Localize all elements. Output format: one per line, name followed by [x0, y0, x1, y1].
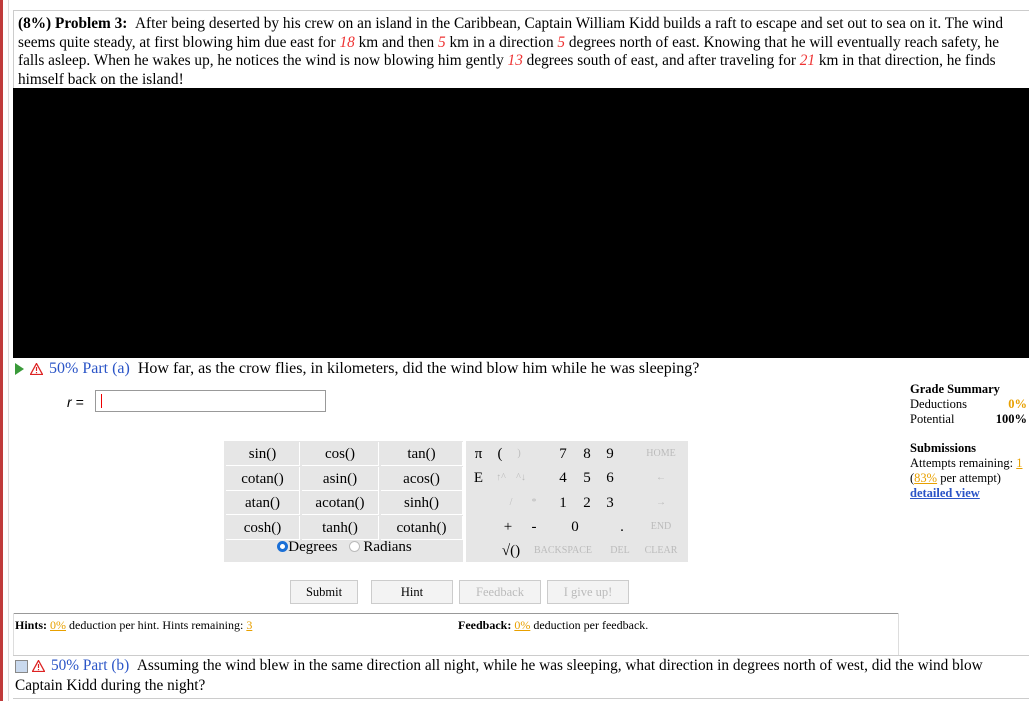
- detailed-view-link[interactable]: detailed view: [910, 486, 980, 500]
- problem-percent: (8%): [18, 15, 52, 32]
- hints-deduction: 0%: [50, 618, 67, 632]
- per-attempt-open: (: [910, 471, 915, 485]
- problem-value: 21: [799, 52, 816, 69]
- play-icon[interactable]: [15, 363, 24, 375]
- deductions-label: Deductions: [910, 397, 967, 411]
- grade-summary: [910, 382, 1027, 501]
- answer-label-text: r =: [67, 394, 84, 410]
- give-up-button[interactable]: I give up!: [547, 580, 629, 604]
- collapse-icon[interactable]: [15, 660, 28, 673]
- key-slash[interactable]: /: [509, 497, 513, 508]
- key-pi[interactable]: π: [474, 446, 483, 462]
- problem-title: Problem 3:: [54, 15, 128, 32]
- key-dot[interactable]: .: [620, 519, 624, 535]
- degrees-label: Degrees: [288, 539, 338, 555]
- part-b-bottom-border: [13, 698, 1029, 699]
- feedback-label: Feedback:: [458, 618, 512, 632]
- hint-button[interactable]: Hint: [371, 580, 453, 604]
- key-plus[interactable]: +: [503, 519, 513, 535]
- hints-box-left: [13, 613, 14, 655]
- hints-info: [15, 618, 252, 633]
- problem-text: km in a direction: [445, 33, 558, 51]
- acotan-button[interactable]: acotan(): [302, 491, 379, 515]
- per-attempt-line: [910, 471, 1027, 486]
- submit-button[interactable]: Submit: [290, 580, 358, 604]
- grade-summary-title: Grade Summary: [910, 382, 1000, 396]
- key-up[interactable]: ↑^: [496, 472, 506, 483]
- key-n5[interactable]: 5: [583, 470, 591, 486]
- tanh-button[interactable]: tanh(): [302, 516, 379, 540]
- key-right[interactable]: →: [656, 497, 666, 508]
- feedback-info: [458, 618, 648, 633]
- key-del[interactable]: DEL: [610, 545, 630, 556]
- answer-input[interactable]: [95, 390, 326, 412]
- answer-label: [67, 394, 84, 410]
- cotan-button[interactable]: cotan(): [226, 467, 300, 491]
- key-n2[interactable]: 2: [583, 495, 591, 511]
- warning-icon: [32, 660, 45, 672]
- per-attempt-text: per attempt): [937, 471, 1001, 485]
- key-backspace[interactable]: BACKSPACE: [534, 545, 592, 556]
- warning-icon: [30, 363, 43, 375]
- attempts-label: Attempts remaining:: [910, 456, 1014, 470]
- key-n9[interactable]: 9: [606, 446, 614, 462]
- tan-button[interactable]: tan(): [381, 442, 463, 466]
- potential-label: Potential: [910, 412, 955, 426]
- key-e[interactable]: E: [473, 470, 484, 486]
- cosh-button[interactable]: cosh(): [226, 516, 300, 540]
- problem-text: degrees south of east, and after traveling for: [522, 52, 800, 69]
- radians-radio[interactable]: [349, 541, 360, 552]
- key-clear[interactable]: CLEAR: [644, 545, 678, 556]
- feedback-text: deduction per feedback.: [533, 618, 649, 632]
- radians-label: Radians: [363, 539, 412, 555]
- potential-value: 100%: [995, 412, 1027, 426]
- feedback-button[interactable]: Feedback: [459, 580, 541, 604]
- part-b-question: Assuming the wind blew in the same direction all night, while he was sleeping, what direction in degrees north of west, did the wind blow Captain Kidd during the night?: [15, 657, 983, 694]
- part-a-question: How far, as the crow flies, in kilometers, did the wind blow him while he was sleeping?: [137, 360, 700, 377]
- problem-text: km and then: [354, 33, 439, 51]
- problem-figure: [13, 88, 1029, 358]
- hints-divider: [13, 613, 898, 614]
- problem-value: 13: [507, 52, 523, 69]
- part-b-header: [15, 656, 1025, 696]
- key-zero[interactable]: 0: [571, 519, 579, 535]
- problem-value: 18: [339, 33, 355, 51]
- problem-text: km in that direction, he finds himself back on the island!: [18, 52, 996, 88]
- submissions-title: Submissions: [910, 441, 977, 455]
- key-left[interactable]: ←: [656, 472, 666, 483]
- part-a-percent: 50% Part (a): [49, 360, 130, 377]
- key-minus[interactable]: -: [531, 519, 537, 535]
- left-divider: [8, 0, 9, 701]
- hints-text: deduction per hint. Hints remaining:: [69, 618, 244, 632]
- key-rp[interactable]: ): [517, 448, 521, 459]
- sinh-button[interactable]: sinh(): [381, 491, 463, 515]
- key-n8[interactable]: 8: [583, 446, 591, 462]
- key-end[interactable]: END: [650, 521, 672, 532]
- problem-statement: [13, 10, 1029, 92]
- hints-label: Hints:: [15, 618, 48, 632]
- key-n7[interactable]: 7: [559, 446, 567, 462]
- problem-value: 5: [557, 33, 566, 51]
- acos-button[interactable]: acos(): [381, 467, 463, 491]
- problem-value: 5: [438, 33, 446, 51]
- atan-button[interactable]: atan(): [226, 491, 300, 515]
- cotanh-button[interactable]: cotanh(): [381, 516, 463, 540]
- key-n1[interactable]: 1: [559, 495, 567, 511]
- part-b-percent: 50% Part (b): [51, 657, 130, 674]
- part-a-header: [15, 359, 699, 379]
- angle-mode: [226, 539, 463, 559]
- deductions-value: 0%: [1008, 397, 1027, 411]
- hints-box-right: [898, 613, 899, 655]
- attempts-remaining: 1: [1016, 456, 1023, 470]
- key-lp[interactable]: (: [497, 446, 503, 462]
- key-home[interactable]: HOME: [646, 448, 676, 459]
- per-attempt-pct: 83%: [914, 471, 938, 485]
- key-upd[interactable]: ^↓: [516, 472, 526, 483]
- cos-button[interactable]: cos(): [302, 442, 379, 466]
- feedback-deduction: 0%: [514, 618, 531, 632]
- asin-button[interactable]: asin(): [302, 467, 379, 491]
- hints-remaining: 3: [246, 618, 253, 632]
- key-star[interactable]: *: [531, 497, 537, 508]
- key-n3[interactable]: 3: [606, 495, 614, 511]
- degrees-radio[interactable]: [277, 541, 288, 552]
- attempts-line: [910, 456, 1027, 471]
- problem-text: degrees north of east. Knowing that he will eventually reach safety, he falls asleep. When he wakes up, he notices the wind is now blowing him gently: [18, 33, 1000, 69]
- key-sqrt[interactable]: √(): [501, 543, 521, 559]
- left-accent-bar: [0, 0, 3, 701]
- key-n6[interactable]: 6: [606, 470, 614, 486]
- text-cursor: [101, 394, 102, 408]
- problem-text: After being deserted by his crew on an island in the Caribbean, Captain William Kidd builds a raft to escape and set out to sea on it. The wind seems quite steady, at first blowing him due east for: [18, 15, 1003, 51]
- sin-button[interactable]: sin(): [226, 442, 300, 466]
- key-n4[interactable]: 4: [559, 470, 567, 486]
